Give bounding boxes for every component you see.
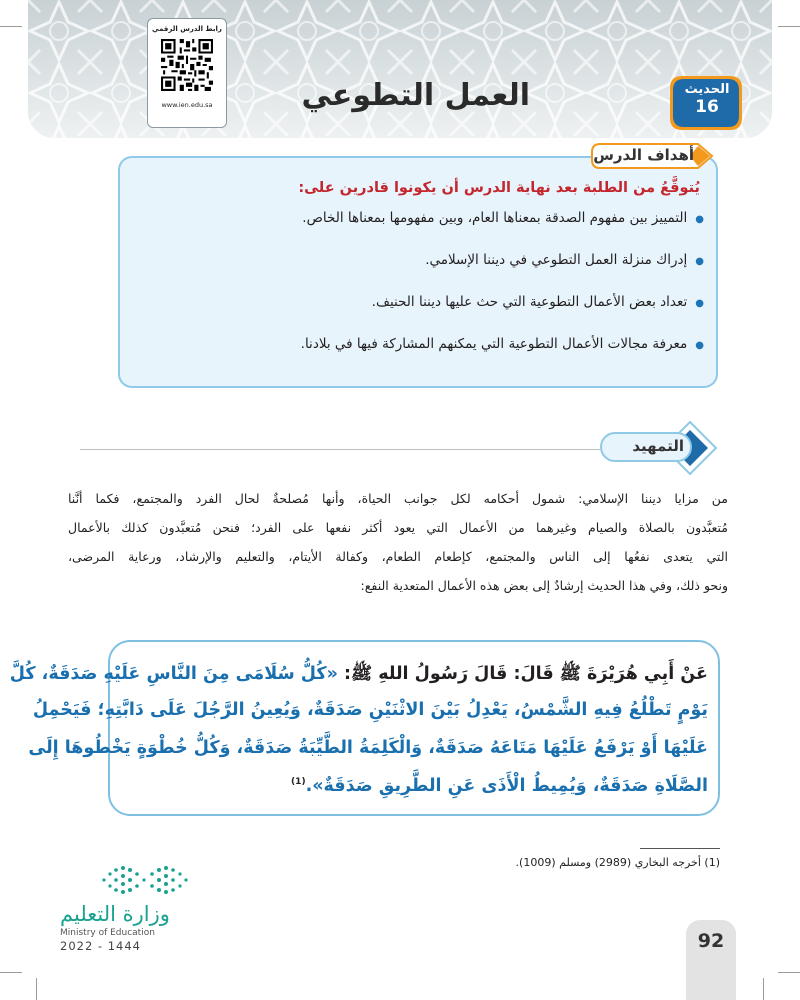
section-divider <box>80 449 600 450</box>
crop-mark <box>0 26 22 27</box>
header-banner <box>28 0 772 138</box>
digital-lesson-card[interactable] <box>147 18 227 128</box>
crop-mark <box>36 978 37 1000</box>
paragraph-line: ونحو ذلك، وفي هذا الحديث إرشادٌ إلى بعض هذه الأعمال المتعدية النفع: <box>360 578 728 593</box>
paragraph-line: مُتعبَّدون بالصلاة والصيام وغيرهما من الأعمال التي يعود أكثر نفعها على الفرد؛ فنحن مُتعبَّدون كذلك بالأعمال <box>68 520 728 535</box>
footnote-rule <box>640 848 720 849</box>
badge-label: الحديث <box>684 82 730 97</box>
objective-item: ● إدراك منزلة العمل التطوعي في ديننا الإسلامي. <box>425 252 704 268</box>
objective-item: ● تعداد بعض الأعمال التطوعية التي حث عليها ديننا الحنيف. <box>372 294 704 310</box>
objective-item: ● معرفة مجالات الأعمال التطوعية التي يمكنهم المشاركة فيها في بلادنا. <box>301 336 704 352</box>
hadith-line: عَلَيْهَا أَوْ يَرْفَعُ عَلَيْهَا مَتَاعَهُ صَدَقَةٌ، وَالْكَلِمَةُ الطَّيِّبَةُ صَدَقَةٌ، وَكُلُّ خُطْوَةٍ يَخْطُوهَا إِلَى <box>28 738 708 758</box>
objective-item: ● التمييز بين مفهوم الصدقة بمعناها العام، وبين مفهومها بمعناها الخاص. <box>302 210 704 226</box>
paragraph-line: التي يتعدى نفعُها إلى الناس والمجتمع، كإطعام الطعام، وكفالة الأيتام، والتعليم والإرشاد، ورعاية المرضى، <box>68 549 728 564</box>
ministry-name-arabic: وزارة التعليم <box>60 902 170 926</box>
objectives-heading: أهداف الدرس <box>593 146 694 164</box>
page-number: 92 <box>697 930 725 952</box>
crop-mark <box>778 26 800 27</box>
edition-year: 2022 - 1444 <box>60 939 141 953</box>
badge-number: 16 <box>695 97 719 117</box>
hadith-line: يَوْمٍ تَطْلُعُ فِيهِ الشَّمْسُ، يَعْدِلُ بَيْنَ الاثْنَيْنِ صَدَقَةٌ، وَيُعِينُ الرَّجُلَ عَلَى دَابَّتِهِ؛ فَيَحْمِلُ <box>32 700 708 720</box>
qr-label: رابط الدرس الرقمي <box>152 25 222 33</box>
page-title: العمل التطوعي <box>301 78 530 113</box>
hadith-line <box>10 662 708 688</box>
intro-paragraph <box>68 484 728 600</box>
ministry-logo-icon <box>96 862 196 898</box>
objectives-intro: يُتوقَّعُ من الطلبة بعد نهاية الدرس أن يكونوا قادرين على: <box>298 180 700 196</box>
hadith-line <box>291 776 708 796</box>
qr-code-icon[interactable] <box>161 39 213 91</box>
footnote-marker[interactable]: (1) <box>291 777 306 788</box>
crop-mark <box>763 978 764 1000</box>
footnote: (1) أخرجه البخاري (2989) ومسلم (1009). <box>515 856 720 869</box>
ministry-name-english: Ministry of Education <box>60 928 155 938</box>
hadith-text: «كُلُّ سُلَامَى مِنَ النَّاسِ عَلَيْهِ صَدَقَةٌ، كُلَّ <box>9 664 338 684</box>
hadith-narrator: عَنْ أَبِي هُرَيْرَةَ ﷺ قَالَ: قَالَ رَسُولُ اللهِ ﷺ: <box>344 664 708 684</box>
intro-heading: التمهيد <box>632 437 684 455</box>
hadith-text: الصَّلَاةِ صَدَقَةٌ، وَيُمِيطُ الْأَذَى عَنِ الطَّرِيقِ صَدَقَةٌ». <box>305 776 708 796</box>
geometric-pattern <box>28 0 772 138</box>
qr-url[interactable]: www.ien.edu.sa <box>161 101 213 109</box>
crop-mark <box>0 972 22 973</box>
crop-mark <box>778 972 800 973</box>
paragraph-line: من مزايا ديننا الإسلامي: شمول أحكامه لكل جوانب الحياة، وأنها مُصلحةٌ لحال الفرد والمجتمع، فكما أنَّنا <box>68 491 728 506</box>
